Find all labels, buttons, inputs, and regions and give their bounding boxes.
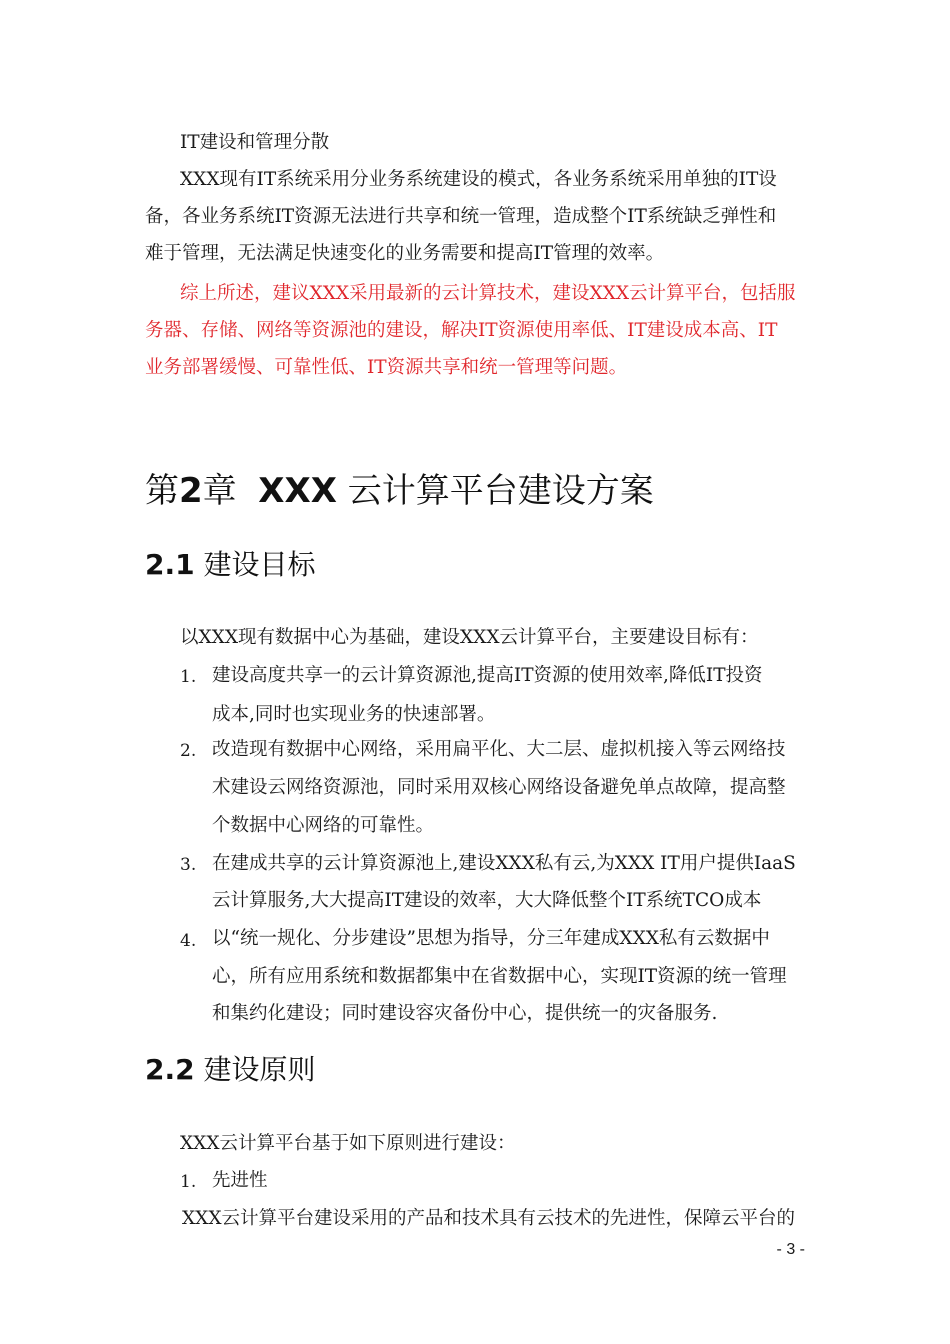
- summary-line: 业务部署缓慢、可靠性低、IT资源共享和统一管理等问题。: [145, 357, 628, 378]
- list-item-line: 建设高度共享一的云计算资源池,提高IT资源的使用效率,降低IT投资: [212, 665, 763, 686]
- summary-line: 务器、存储、网络等资源池的建设，解决IT资源使用率低、IT建设成本高、IT: [145, 320, 778, 341]
- summary-line: 综上所述，建议XXX采用最新的云计算技术，建设XXX云计算平台，包括服: [180, 283, 796, 304]
- chapter-title-latin: XXX: [258, 471, 337, 511]
- paragraph-line: 备，各业务系统IT资源无法进行共享和统一管理，造成整个IT系统缺乏弹性和: [145, 206, 777, 227]
- section-intro: XXX云计算平台基于如下原则进行建设：: [180, 1133, 516, 1154]
- chapter-heading: [145, 466, 654, 516]
- subheading-it-dispersed: IT建设和管理分散: [180, 132, 330, 153]
- paragraph-line: XXX现有IT系统采用分业务系统建设的模式，各业务系统采用单独的IT设: [180, 169, 777, 190]
- list-item-line: 先进性: [212, 1170, 268, 1191]
- section-number: 2.1: [145, 548, 195, 581]
- paragraph-line: 难于管理，无法满足快速变化的业务需要和提高IT管理的效率。: [145, 243, 665, 264]
- paragraph-line: XXX云计算平台建设采用的产品和技术具有云技术的先进性，保障云平台的: [182, 1208, 796, 1229]
- section-number: 2.2: [145, 1053, 195, 1086]
- chapter-suffix: 章: [202, 471, 237, 511]
- list-item-number: 1.: [180, 667, 197, 687]
- list-item-number: 2.: [180, 741, 197, 761]
- list-item-line: 在建成共享的云计算资源池上,建设XXX私有云,为XXX IT用户提供IaaS: [212, 853, 796, 874]
- list-item-line: 改造现有数据中心网络，采用扁平化、大二层、虚拟机接入等云网络技: [212, 739, 786, 760]
- list-item-line: 个数据中心网络的可靠性。: [212, 815, 435, 836]
- list-item-line: 以“统一规化、分步建设”思想为指导，分三年建成XXX私有云数据中: [212, 928, 770, 949]
- list-item-number: 3.: [180, 855, 197, 875]
- chapter-prefix: 第: [145, 471, 179, 511]
- list-item-line: 和集约化建设；同时建设容灾备份中心，提供统一的灾备服务.: [212, 1003, 718, 1024]
- chapter-number: 2: [179, 471, 203, 511]
- list-item-line: 云计算服务,大大提高IT建设的效率，大大降低整个IT系统TCO成本: [212, 890, 762, 911]
- list-item-number: 1.: [180, 1172, 197, 1192]
- chapter-title: 云计算平台建设方案: [347, 471, 654, 511]
- list-item-line: 成本,同时也实现业务的快速部署。: [212, 704, 496, 725]
- list-item-number: 4.: [180, 931, 197, 951]
- page-number: - 3 -: [776, 1241, 805, 1258]
- section-title: 建设原则: [203, 1053, 316, 1086]
- section-intro: 以XXX现有数据中心为基础，建设XXX云计算平台，主要建设目标有：: [180, 627, 759, 648]
- list-item-line: 心，所有应用系统和数据都集中在省数据中心，实现IT资源的统一管理: [212, 966, 787, 987]
- section-heading-2-1: [145, 545, 316, 585]
- section-title: 建设目标: [203, 548, 316, 581]
- section-heading-2-2: [145, 1050, 316, 1090]
- list-item-line: 术建设云网络资源池，同时采用双核心网络设备避免单点故障，提高整: [212, 777, 786, 798]
